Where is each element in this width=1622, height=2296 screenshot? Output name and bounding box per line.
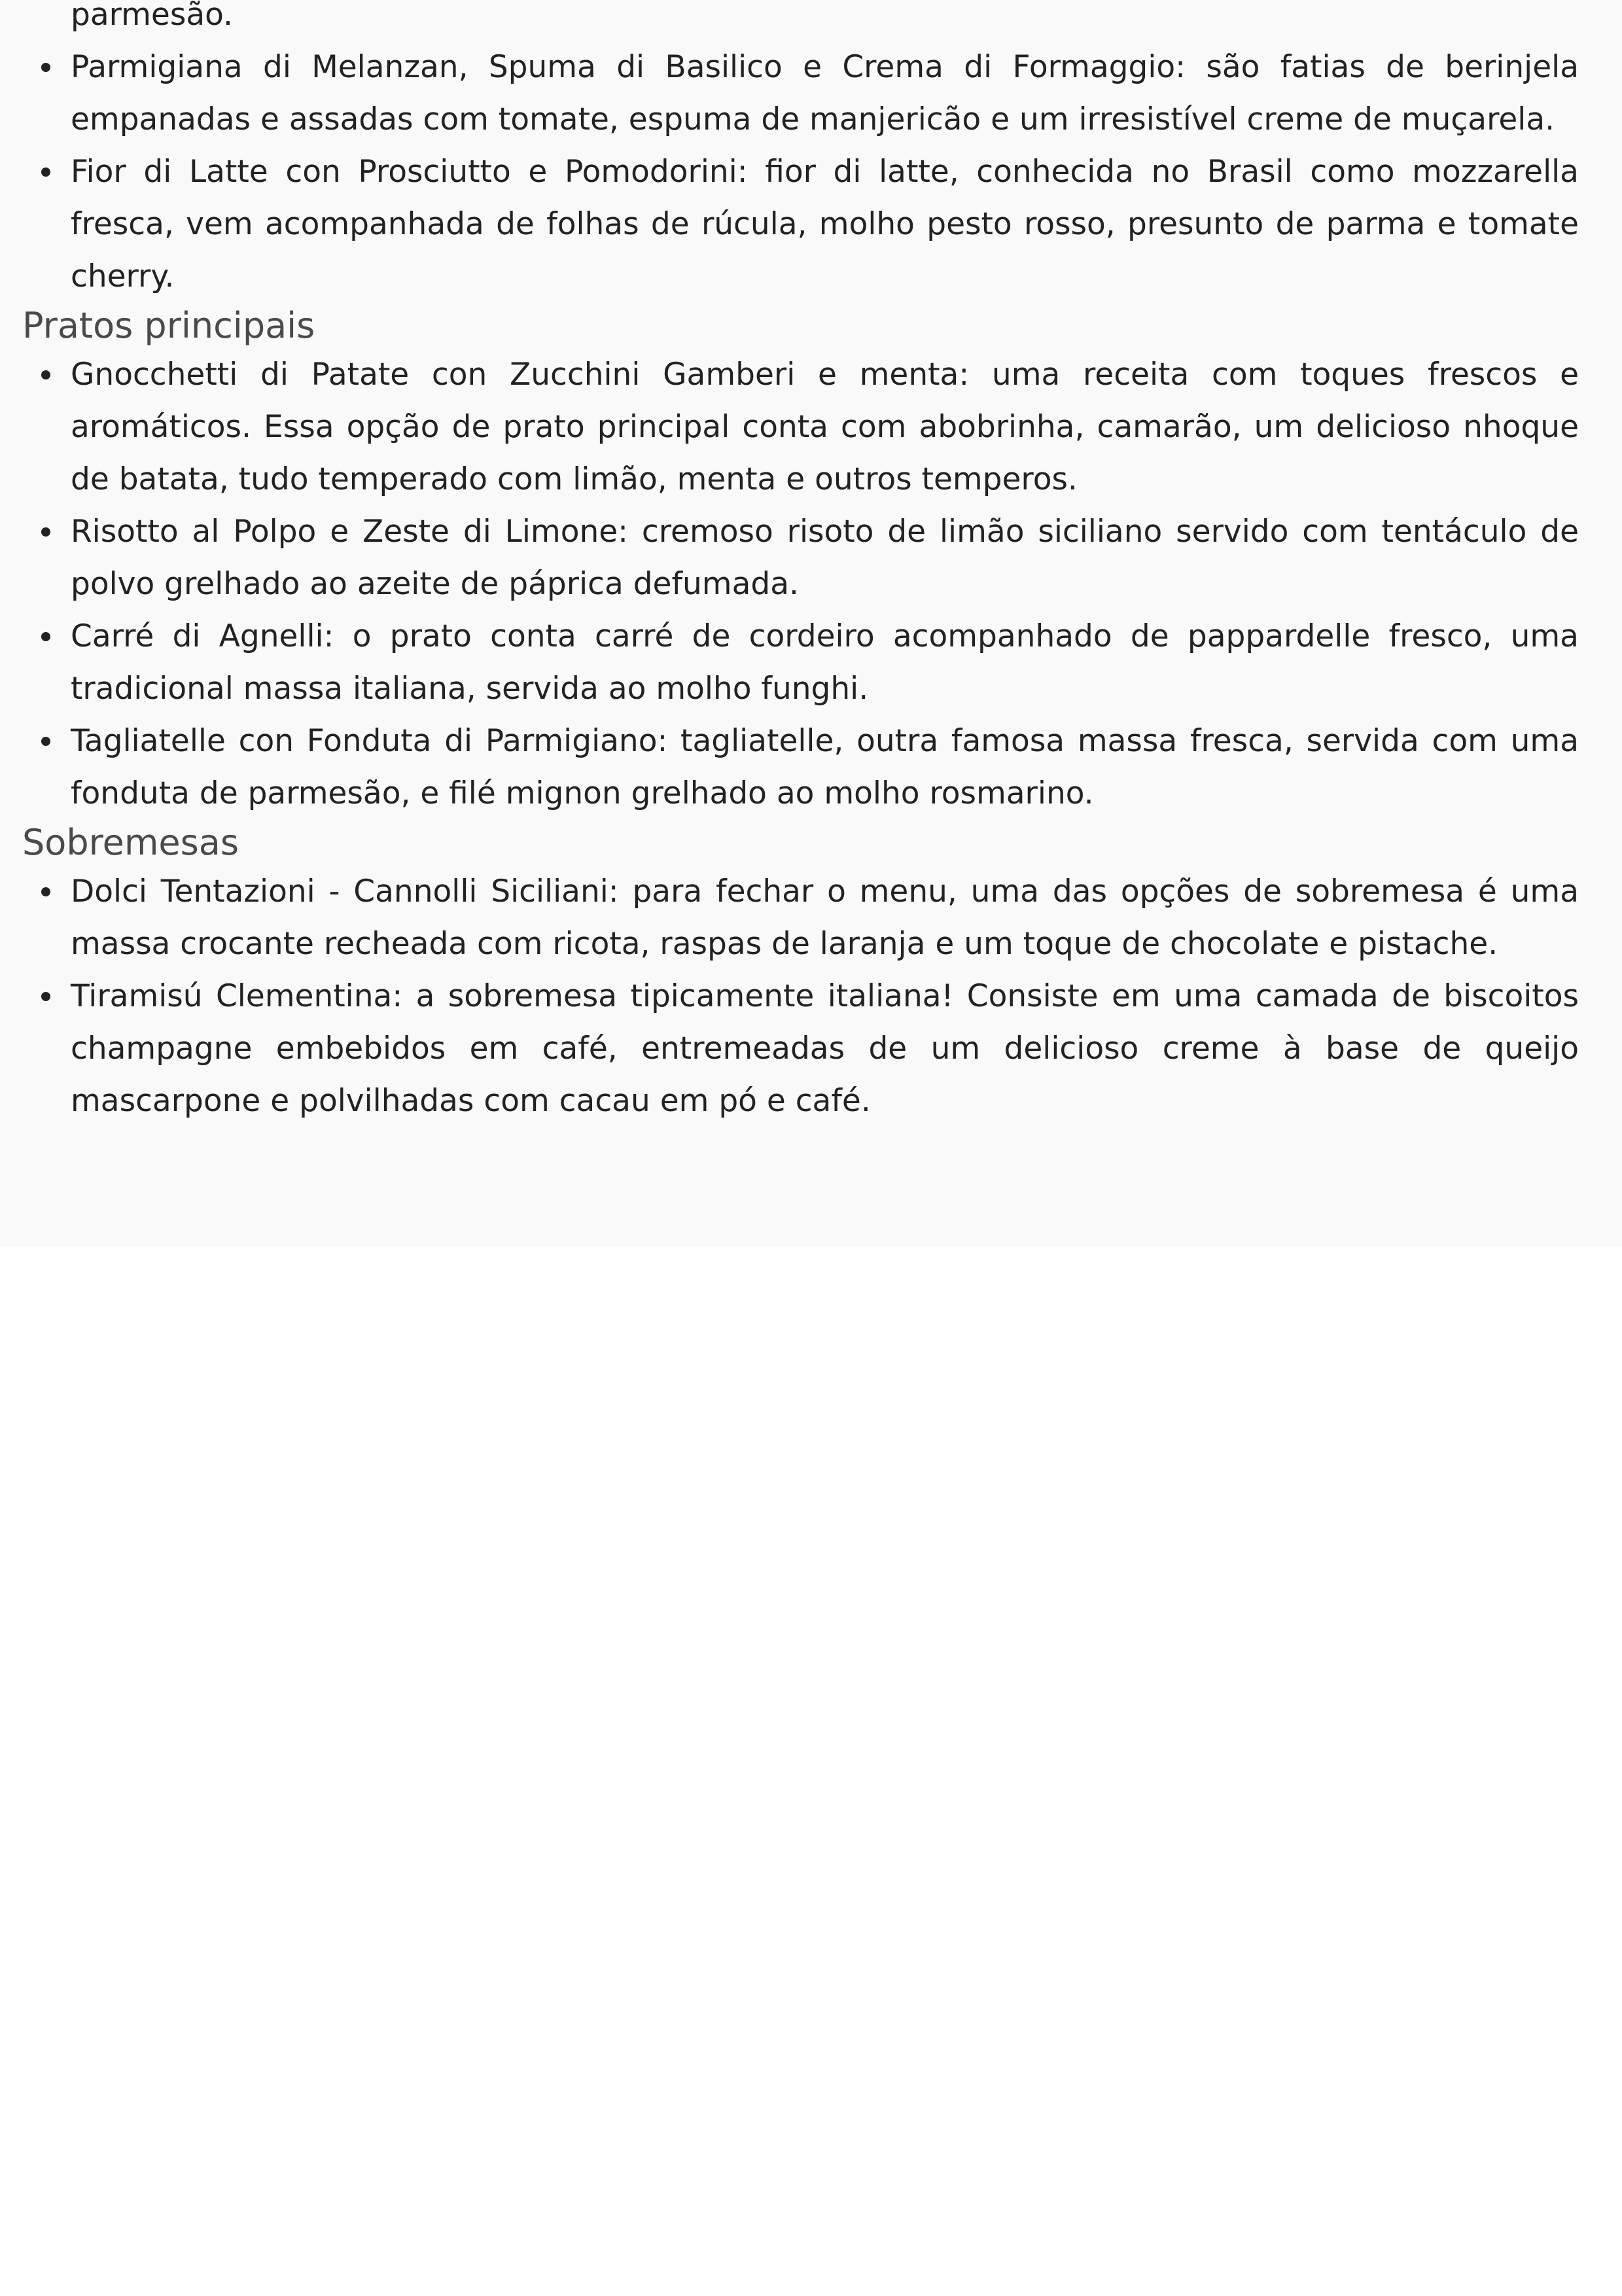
list-item: [22, 610, 1579, 715]
previous-item-tail: parmesão.: [71, 0, 233, 33]
entradas-list: [22, 41, 1579, 303]
list-item: [22, 41, 1579, 146]
list-item: [22, 349, 1579, 506]
pratos-principais-list: [22, 349, 1579, 820]
bullet-icon: [41, 527, 50, 537]
list-item: [22, 715, 1579, 820]
list-item-text: Dolci Tentazioni - Cannolli Siciliani: para fechar o menu, uma das opções de sobremesa é uma massa crocante recheada com ricota, raspas de laranja e um toque de chocolate e pistache.: [71, 874, 1579, 962]
bullet-icon: [41, 168, 50, 177]
bullet-icon: [41, 737, 50, 746]
list-item: [22, 506, 1579, 610]
list-item: [22, 146, 1579, 303]
sobremesas-list: [22, 866, 1579, 1127]
list-item: [22, 970, 1579, 1127]
list-item-text: Gnocchetti di Patate con Zucchini Gamberi e menta: uma receita com toques frescos e aromáticos. Essa opção de prato principal conta com abobrinha, camarão, um delicioso nhoque de batata, tudo temperado com limão, menta e outros temperos.: [71, 357, 1579, 497]
list-item-text: Fior di Latte con Prosciutto e Pomodorini: fior di latte, conhecida no Brasil como mozzarella fresca, vem acompanhada de folhas de rúcula, molho pesto rosso, presunto de parma e tomate cherry.: [71, 154, 1579, 294]
list-item-text: Carré di Agnelli: o prato conta carré de cordeiro acompanhado de pappardelle fresco, uma tradicional massa italiana, servida ao molho funghi.: [71, 618, 1579, 707]
list-item-text: Tiramisú Clementina: a sobremesa tipicamente italiana! Consiste em uma camada de biscoitos champagne embebidos em café, entremeadas de um delicioso creme à base de queijo mascarpone e polvilhadas com cacau em pó e café.: [71, 978, 1579, 1119]
bullet-icon: [41, 632, 50, 641]
list-item-text: Tagliatelle con Fonduta di Parmigiano: tagliatelle, outra famosa massa fresca, servida com uma fonduta de parmesão, e filé mignon grelhado ao molho rosmarino.: [71, 723, 1579, 811]
bullet-icon: [41, 63, 50, 72]
list-item-text: Risotto al Polpo e Zeste di Limone: cremoso risoto de limão siciliano servido com tentáculo de polvo grelhado ao azeite de páprica defumada.: [71, 514, 1579, 602]
section-heading-sobremesas: Sobremesas: [22, 822, 239, 863]
list-item-text: Parmigiana di Melanzan, Spuma di Basilico e Crema di Formaggio: são fatias de berinjela empanadas e assadas com tomate, espuma de manjericão e um irresistível creme de muçarela.: [71, 49, 1579, 137]
bullet-icon: [41, 887, 50, 896]
bullet-icon: [41, 992, 50, 1001]
bullet-icon: [41, 370, 50, 380]
list-item: [22, 866, 1579, 970]
section-heading-pratos-principais: Pratos principais: [22, 305, 315, 346]
